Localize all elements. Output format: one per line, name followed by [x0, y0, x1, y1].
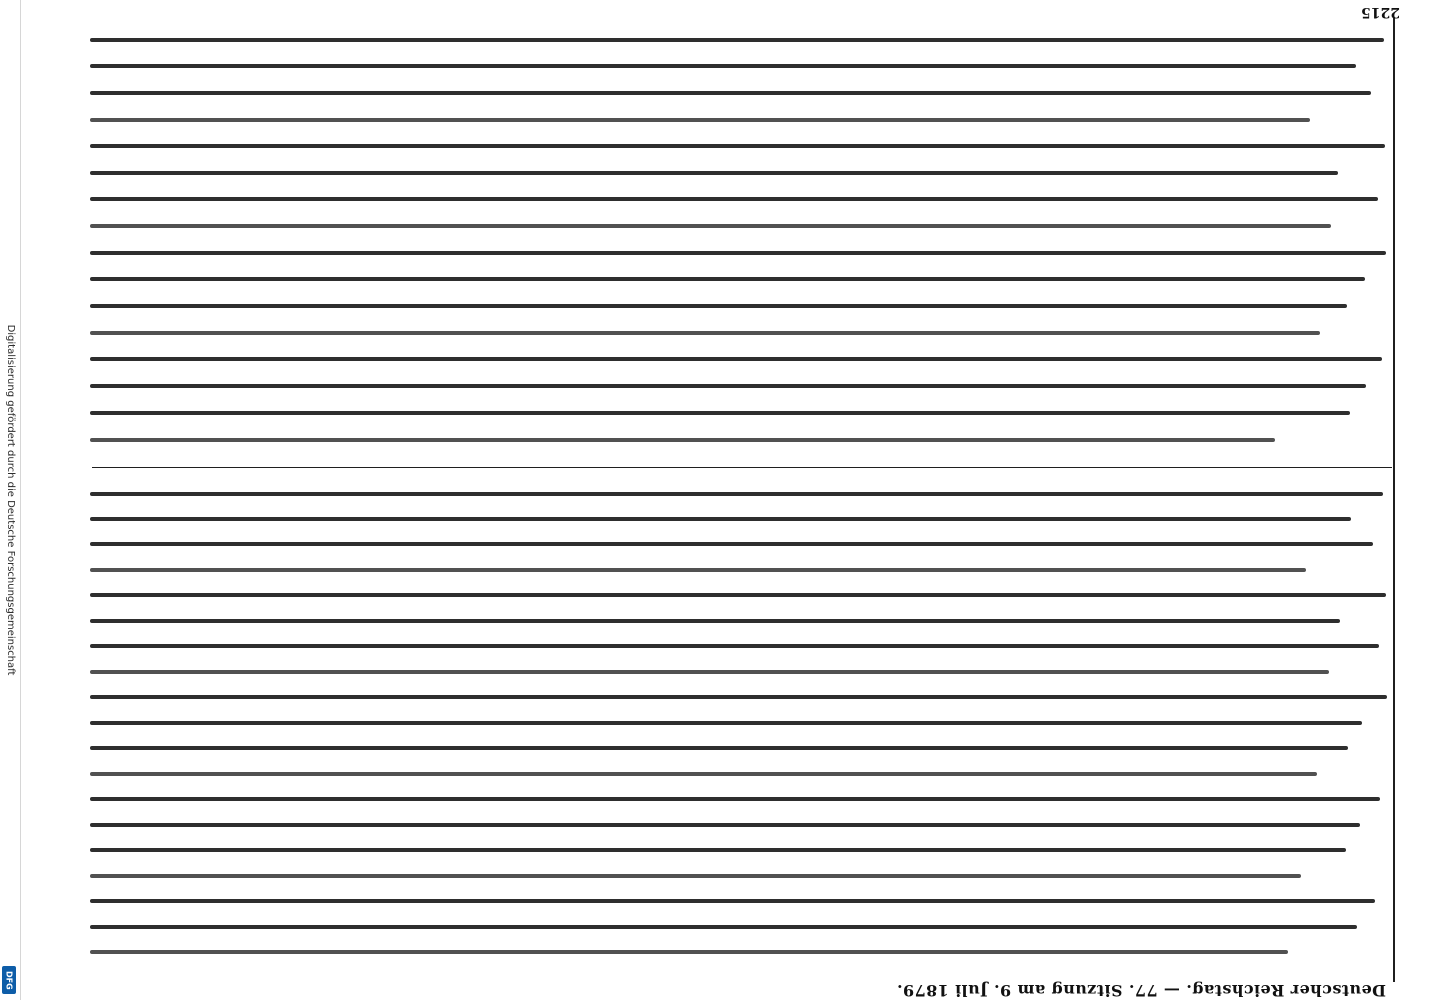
- dfg-logo: DFG: [2, 966, 16, 994]
- header-rule: [1393, 18, 1395, 982]
- column-divider: [92, 467, 1392, 468]
- page-number: 2215: [1361, 4, 1400, 20]
- upper-column: [90, 20, 1390, 462]
- digitization-credit: Digitalisierung gefördert durch die Deutsche Forschungsgemeinschaft: [5, 324, 16, 676]
- page-header-title: Deutscher Reichstag. — 77. Sitzung am 9. Juli 1879.: [896, 981, 1386, 1000]
- lower-column: [90, 474, 1390, 974]
